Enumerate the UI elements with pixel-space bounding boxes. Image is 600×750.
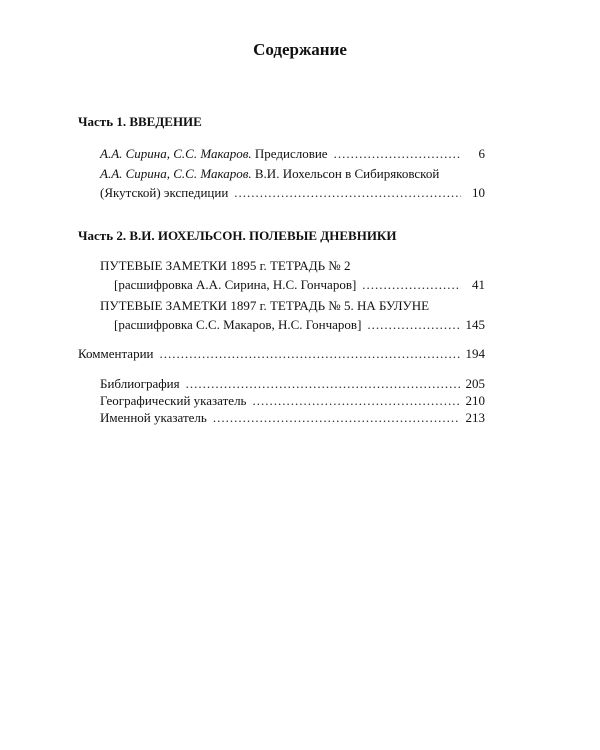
toc-entry-preface[interactable] [100, 144, 485, 163]
toc-entry-authors: А.А. Сирина, С.С. Макаров. [100, 166, 252, 181]
toc-page-number: 210 [465, 393, 485, 408]
toc-entry-authors: А.А. Сирина, С.С. Макаров. [100, 146, 252, 161]
toc-entry-expedition[interactable] [100, 164, 485, 202]
toc-entry-transcription: [расшифровка А.А. Сирина, Н.С. Гончаров] [114, 277, 357, 292]
toc-entry-commentary[interactable] [78, 344, 485, 363]
toc-entry-title: Предисловие [254, 146, 328, 161]
toc-entry-name-index[interactable] [100, 408, 485, 427]
toc-page-number: 10 [472, 185, 485, 200]
page-title: Содержание [253, 40, 347, 59]
toc-entry-title: ПУТЕВЫЕ ЗАМЕТКИ 1895 г. ТЕТРАДЬ № 2 [100, 258, 351, 273]
toc-page-number: 6 [478, 146, 485, 161]
toc-entry-notes-1897[interactable] [100, 296, 485, 334]
toc-page-number: 41 [472, 277, 485, 292]
toc-entry-title: ПУТЕВЫЕ ЗАМЕТКИ 1897 г. ТЕТРАДЬ № 5. НА БУЛУНЕ [100, 298, 430, 313]
toc-leader-dots [367, 315, 459, 334]
toc-page-number: 213 [465, 410, 485, 425]
toc-entry-title-continued: (Якутской) экспедиции [100, 185, 229, 200]
toc-entry-notes-1895[interactable] [100, 256, 485, 294]
toc-page-number: 205 [465, 376, 485, 391]
toc-entry-title: В.И. Иохельсон в Сибиряковской [254, 166, 440, 181]
toc-leader-dots [159, 344, 459, 363]
toc-page-number: 145 [465, 317, 485, 332]
toc-page-number: 194 [465, 346, 485, 361]
toc-entry-title: Географический указатель [100, 393, 247, 408]
toc-leader-dots [213, 408, 460, 427]
toc-entry-title: Именной указатель [100, 410, 207, 425]
toc-leader-dots [334, 144, 461, 163]
toc-entry-title: Комментарии [78, 346, 154, 361]
toc-leader-dots [234, 183, 461, 202]
part2-heading: Часть 2. В.И. ИОХЕЛЬСОН. ПОЛЕВЫЕ ДНЕВНИКИ [78, 228, 397, 243]
toc-entry-text [100, 144, 328, 163]
toc-entry-text [100, 164, 439, 183]
toc-leader-dots [362, 275, 461, 294]
toc-entry-title: Библиография [100, 376, 180, 391]
part1-heading: Часть 1. ВВЕДЕНИЕ [78, 114, 202, 129]
toc-entry-transcription: [расшифровка С.С. Макаров, Н.С. Гончаров] [114, 317, 362, 332]
